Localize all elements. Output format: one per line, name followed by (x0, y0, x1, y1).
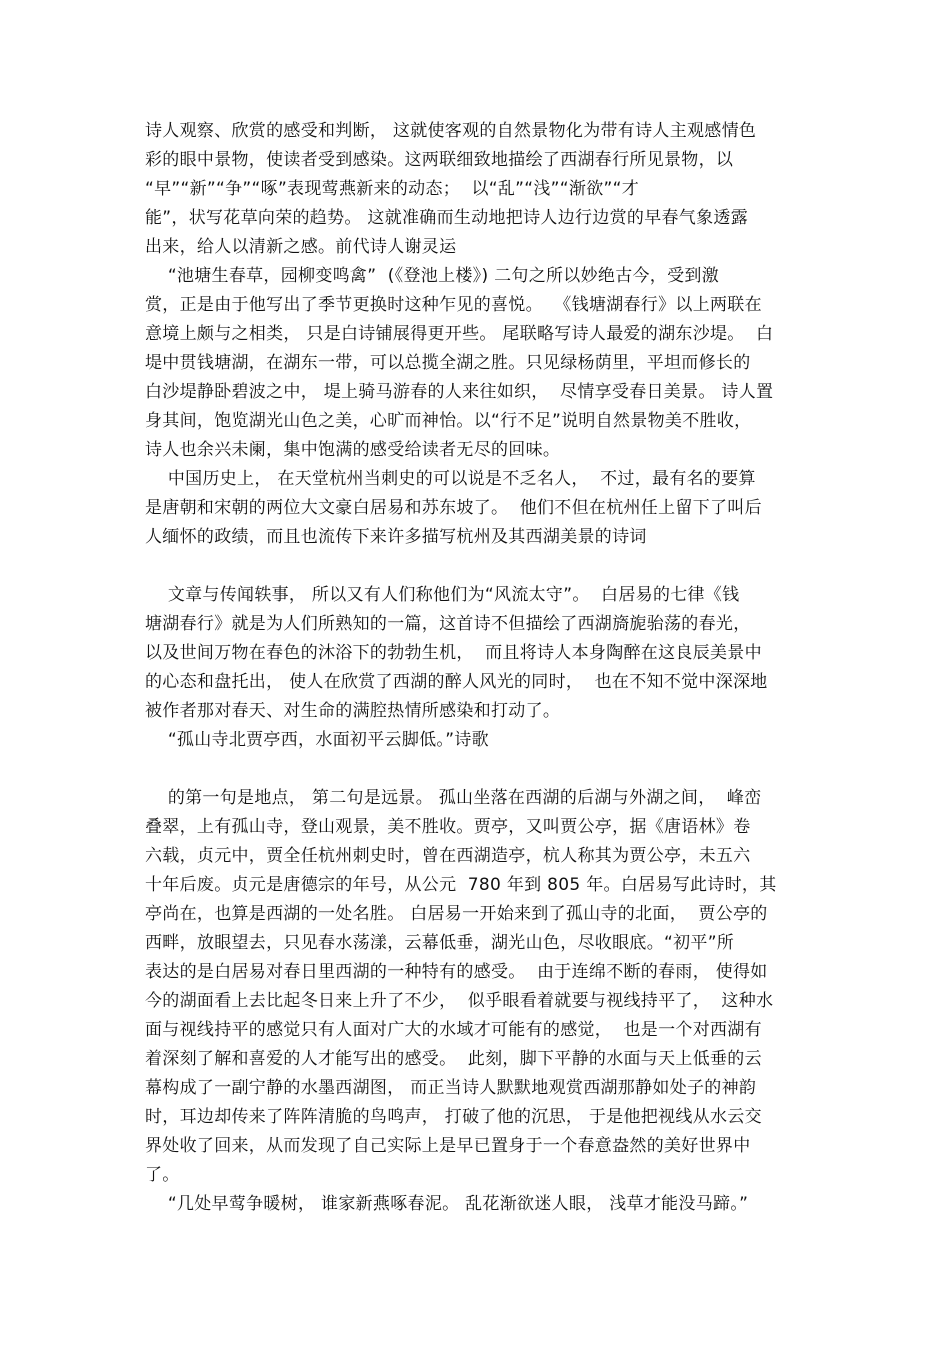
text-line: 堤中贯钱塘湖，在湖东一带，可以总揽全湖之胜。只见绿杨荫里，平坦而修长的 (145, 353, 751, 373)
text-line: “孤山寺北贾亭西，水面初平云脚低。”诗歌 (145, 730, 489, 750)
text-line: 今的湖面看上去比起冬日来上升了不少， 似乎眼看着就要与视线持平了， 这种水 (145, 991, 774, 1011)
text-line: 人缅怀的政绩，而且也流传下来许多描写杭州及其西湖美景的诗词 (145, 527, 647, 547)
text-line: “几处早莺争暖树， 谁家新燕啄春泥。 乱花渐欲迷人眼， 浅草才能没马蹄。” (145, 1194, 749, 1214)
text-line: 叠翠，上有孤山寺，登山观景，美不胜收。贾亭，又叫贾公亭，据《唐语林》卷 (145, 817, 751, 837)
text-line: 出来，给人以清新之感。前代诗人谢灵运 (145, 237, 457, 257)
text-line: 幕构成了一副宁静的水墨西湖图， 而正当诗人默默地观赏西湖那静如处子的神韵 (145, 1078, 757, 1098)
text-line: 了。 (145, 1165, 180, 1185)
text-line: 被作者那对春天、对生命的满腔热情所感染和打动了。 (145, 701, 561, 721)
text-line: 的第一句是地点， 第二句是远景。 孤山坐落在西湖的后湖与外湖之间， 峰峦 (145, 788, 762, 808)
text-line: 彩的眼中景物，使读者受到感染。这两联细致地描绘了西湖春行所见景物，以 (145, 150, 734, 170)
text-line: 诗人观察、欣赏的感受和判断， 这就使客观的自然景物化为带有诗人主观感情色 (145, 121, 757, 141)
text-line: 诗人也余兴未阑，集中饱满的感受给读者无尽的回味。 (145, 440, 561, 460)
text-line: 是唐朝和宋朝的两位大文豪白居易和苏东坡了。 他们不但在杭州任上留下了叫后 (145, 498, 762, 518)
text-line: “池塘生春草，园柳变鸣禽” (《登池上楼》) 二句之所以妙绝古今，受到激 (145, 266, 720, 286)
text-line: 界处收了回来，从而发现了自己实际上是早已置身于一个春意盎然的美好世界中 (145, 1136, 751, 1156)
text-line: 塘湖春行》就是为人们所熟知的一篇，这首诗不但描绘了西湖旖旎骀荡的春光， (145, 614, 751, 634)
text-line: 六载，贞元中，贾全任杭州刺史时，曾在西湖造亭，杭人称其为贾公亭，未五六 (145, 846, 751, 866)
text-line: 能”，状写花草向荣的趋势。 这就准确而生动地把诗人边行边赏的早春气象透露 (145, 208, 749, 228)
text-line: 面与视线持平的感觉只有人面对广大的水域才可能有的感觉， 也是一个对西湖有 (145, 1020, 762, 1040)
text-line: 十年后废。贞元是唐德宗的年号，从公元 780 年到 805 年。白居易写此诗时，其 (145, 875, 777, 895)
text-line: 意境上颇与之相类， 只是白诗铺展得更开些。 尾联略写诗人最爱的湖东沙堤。 白 (145, 324, 774, 344)
text-line: 身其间，饱览湖光山色之美，心旷而神怡。以“行不足”说明自然景物美不胜收， (145, 411, 752, 431)
text-line: 文章与传闻轶事， 所以又有人们称他们为“风流太守”。 白居易的七律《钱 (145, 585, 740, 605)
text-line: 表达的是白居易对春日里西湖的一种特有的感受。 由于连绵不断的春雨， 使得如 (145, 962, 768, 982)
text-line: 白沙堤静卧碧波之中， 堤上骑马游春的人来往如织， 尽情享受春日美景。 诗人置 (145, 382, 774, 402)
text-line: 时，耳边却传来了阵阵清脆的鸟鸣声， 打破了他的沉思， 于是他把视线从水云交 (145, 1107, 762, 1127)
text-line: 西畔，放眼望去，只见春水荡漾，云幕低垂，湖光山色，尽收眼底。“初平”所 (145, 933, 735, 953)
text-line: 以及世间万物在春色的沐浴下的勃勃生机， 而且将诗人本身陶醉在这良辰美景中 (145, 643, 762, 663)
text-line: 的心态和盘托出， 使人在欣赏了西湖的醉人风光的同时， 也在不知不觉中深深地 (145, 672, 768, 692)
text-line: “早”“新”“争”“啄”表现莺燕新来的动态； 以“乱”“浅”“渐欲”“才 (145, 179, 640, 199)
text-line: 着深刻了解和喜爱的人才能写出的感受。 此刻，脚下平静的水面与天上低垂的云 (145, 1049, 762, 1069)
text-line: 中国历史上， 在天堂杭州当刺史的可以说是不乏名人， 不过，最有名的要算 (145, 469, 756, 489)
text-line: 亭尚在，也算是西湖的一处名胜。 白居易一开始来到了孤山寺的北面， 贾公亭的 (145, 904, 768, 924)
text-line: 赏，正是由于他写出了季节更换时这种乍见的喜悦。 《钱塘湖春行》以上两联在 (145, 295, 762, 315)
